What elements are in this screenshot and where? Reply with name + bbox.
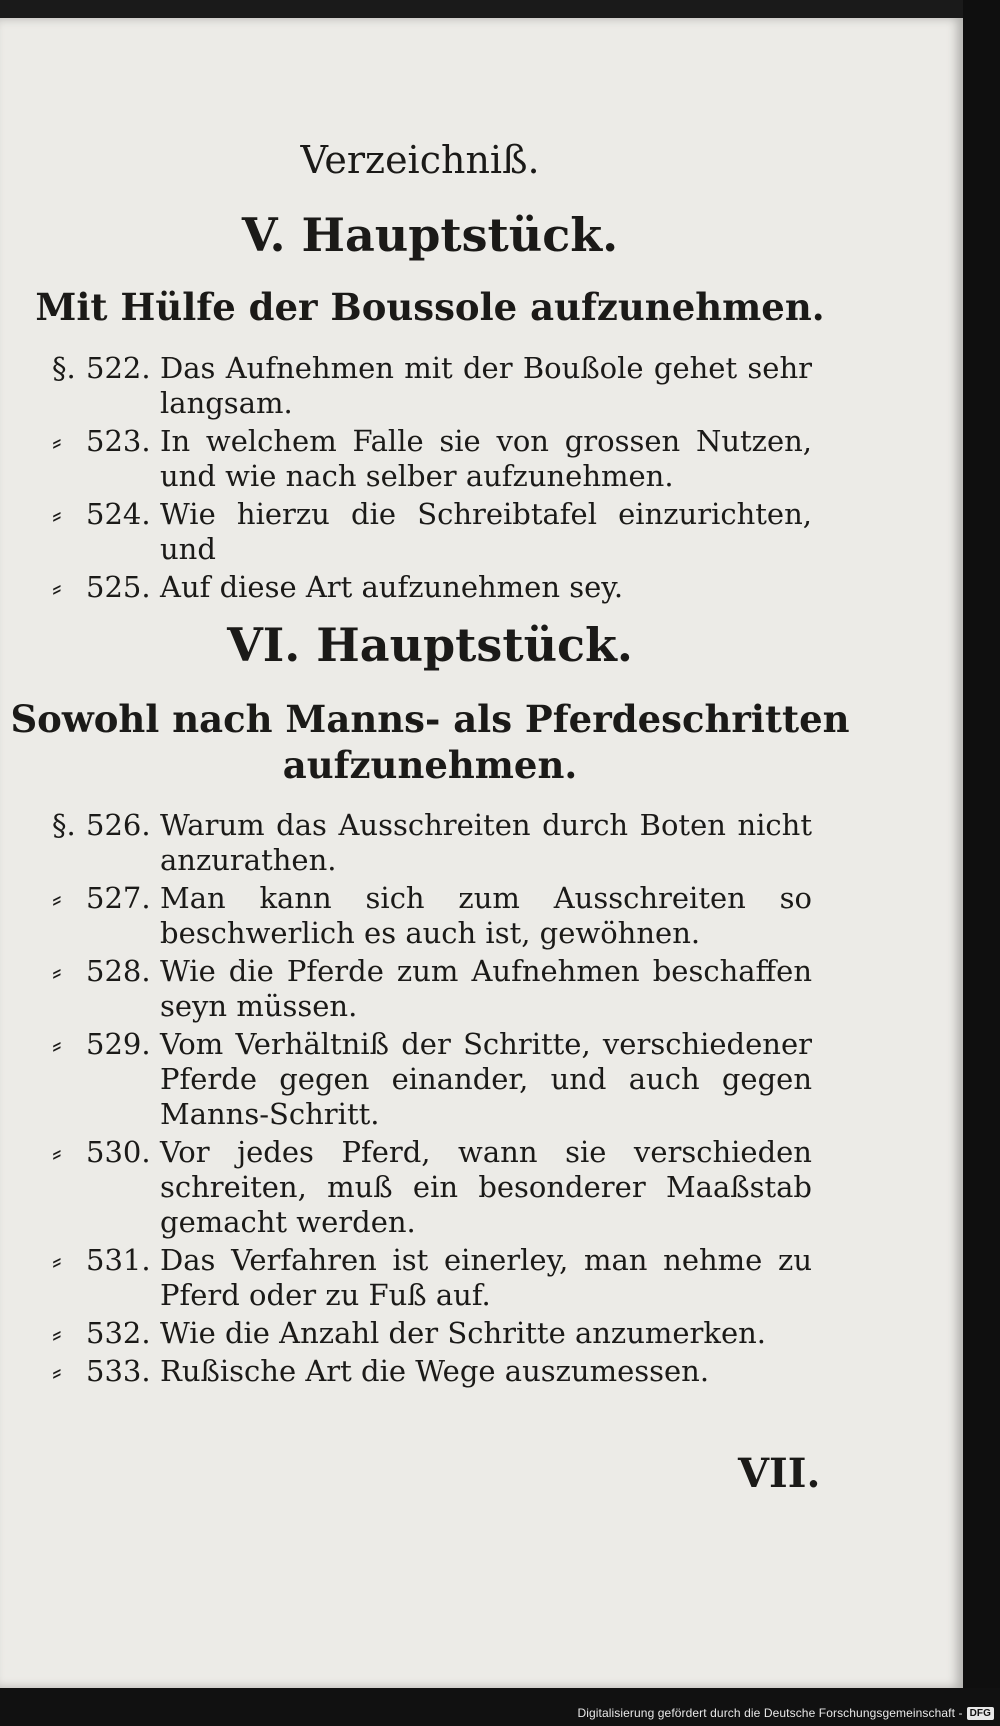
scan-edge-right: [963, 0, 1000, 1700]
chapter-vi-title: VI. Hauptstück.: [227, 618, 633, 672]
section-text: Das Verfahren ist einerley, man nehme zu Pferd oder zu Fuß auf.: [160, 1243, 812, 1312]
footer-text: Digitalisierung gefördert durch die Deutsche Forschungsgemeinschaft -: [577, 1706, 963, 1720]
section-text: In welchem Falle sie von grossen Nutzen, und wie nach selber aufzunehmen.: [160, 424, 812, 493]
ditto-mark: ⸗: [52, 1354, 62, 1388]
section-number: 532.: [86, 1316, 151, 1350]
list-item: [52, 1135, 812, 1240]
section-number: 531.: [86, 1243, 151, 1277]
section-mark: §.: [52, 808, 76, 842]
section-text: Rußische Art die Wege auszumessen.: [160, 1354, 710, 1388]
ditto-mark: ⸗: [52, 570, 62, 604]
ditto-mark: ⸗: [52, 1316, 62, 1350]
list-item: [52, 954, 812, 1024]
section-text: Wie die Anzahl der Schritte anzumerken.: [160, 1316, 767, 1350]
section-text: Das Aufnehmen mit der Boußole gehet sehr langsam.: [160, 351, 812, 420]
section-number: 524.: [86, 497, 151, 531]
list-item: [52, 570, 812, 605]
section-text: Man kann sich zum Ausschreiten so beschwerlich es auch ist, gewöhnen.: [160, 881, 812, 950]
dfg-logo: DFG: [967, 1707, 994, 1720]
list-item: [52, 1354, 812, 1389]
chapter-v-subtitle: Mit Hülfe der Boussole aufzunehmen.: [35, 285, 825, 329]
list-item: [52, 1027, 812, 1132]
list-item: [52, 497, 812, 567]
chapter-v-entries: [52, 351, 812, 608]
section-number: 526.: [86, 808, 151, 842]
section-mark: §.: [52, 351, 76, 385]
section-text: Vom Verhältniß der Schritte, verschiedener Pferde gegen einander, und auch gegen Manns-Schritt.: [160, 1027, 812, 1131]
list-item: [52, 808, 812, 878]
chapter-vi-subtitle-line1: Sowohl nach Manns- als Pferdeschritten: [10, 697, 850, 741]
section-number: 533.: [86, 1354, 151, 1388]
digitization-footer: [577, 1706, 994, 1720]
catchword: VII.: [738, 1450, 821, 1497]
list-item: [52, 881, 812, 951]
section-text: Auf diese Art aufzunehmen sey.: [160, 570, 624, 604]
list-item: [52, 1316, 812, 1351]
ditto-mark: ⸗: [52, 1027, 62, 1061]
ditto-mark: ⸗: [52, 424, 62, 458]
scan-edge-bottom: [0, 1688, 1000, 1726]
chapter-v-title: V. Hauptstück.: [241, 208, 619, 262]
section-number: 525.: [86, 570, 151, 604]
list-item: [52, 1243, 812, 1313]
ditto-mark: ⸗: [52, 881, 62, 915]
ditto-mark: ⸗: [52, 1135, 62, 1169]
section-number: 529.: [86, 1027, 151, 1061]
running-title: Verzeichniß.: [300, 138, 540, 182]
chapter-vi-subtitle-line2: aufzunehmen.: [282, 743, 578, 787]
ditto-mark: ⸗: [52, 954, 62, 988]
section-text: Wie hierzu die Schreibtafel einzurichten, und: [160, 497, 812, 566]
section-number: 523.: [86, 424, 151, 458]
list-item: [52, 424, 812, 494]
list-item: [52, 351, 812, 421]
ditto-mark: ⸗: [52, 497, 62, 531]
section-number: 528.: [86, 954, 151, 988]
section-text: Wie die Pferde zum Aufnehmen beschaffen seyn müssen.: [160, 954, 812, 1023]
section-number: 522.: [86, 351, 151, 385]
section-text: Warum das Ausschreiten durch Boten nicht anzurathen.: [160, 808, 812, 877]
book-page: [0, 18, 963, 1688]
section-number: 530.: [86, 1135, 151, 1169]
section-number: 527.: [86, 881, 151, 915]
section-text: Vor jedes Pferd, wann sie verschieden schreiten, muß ein besonderer Maaßstab gemacht werden.: [160, 1135, 812, 1239]
ditto-mark: ⸗: [52, 1243, 62, 1277]
chapter-vi-entries: [52, 808, 812, 1392]
